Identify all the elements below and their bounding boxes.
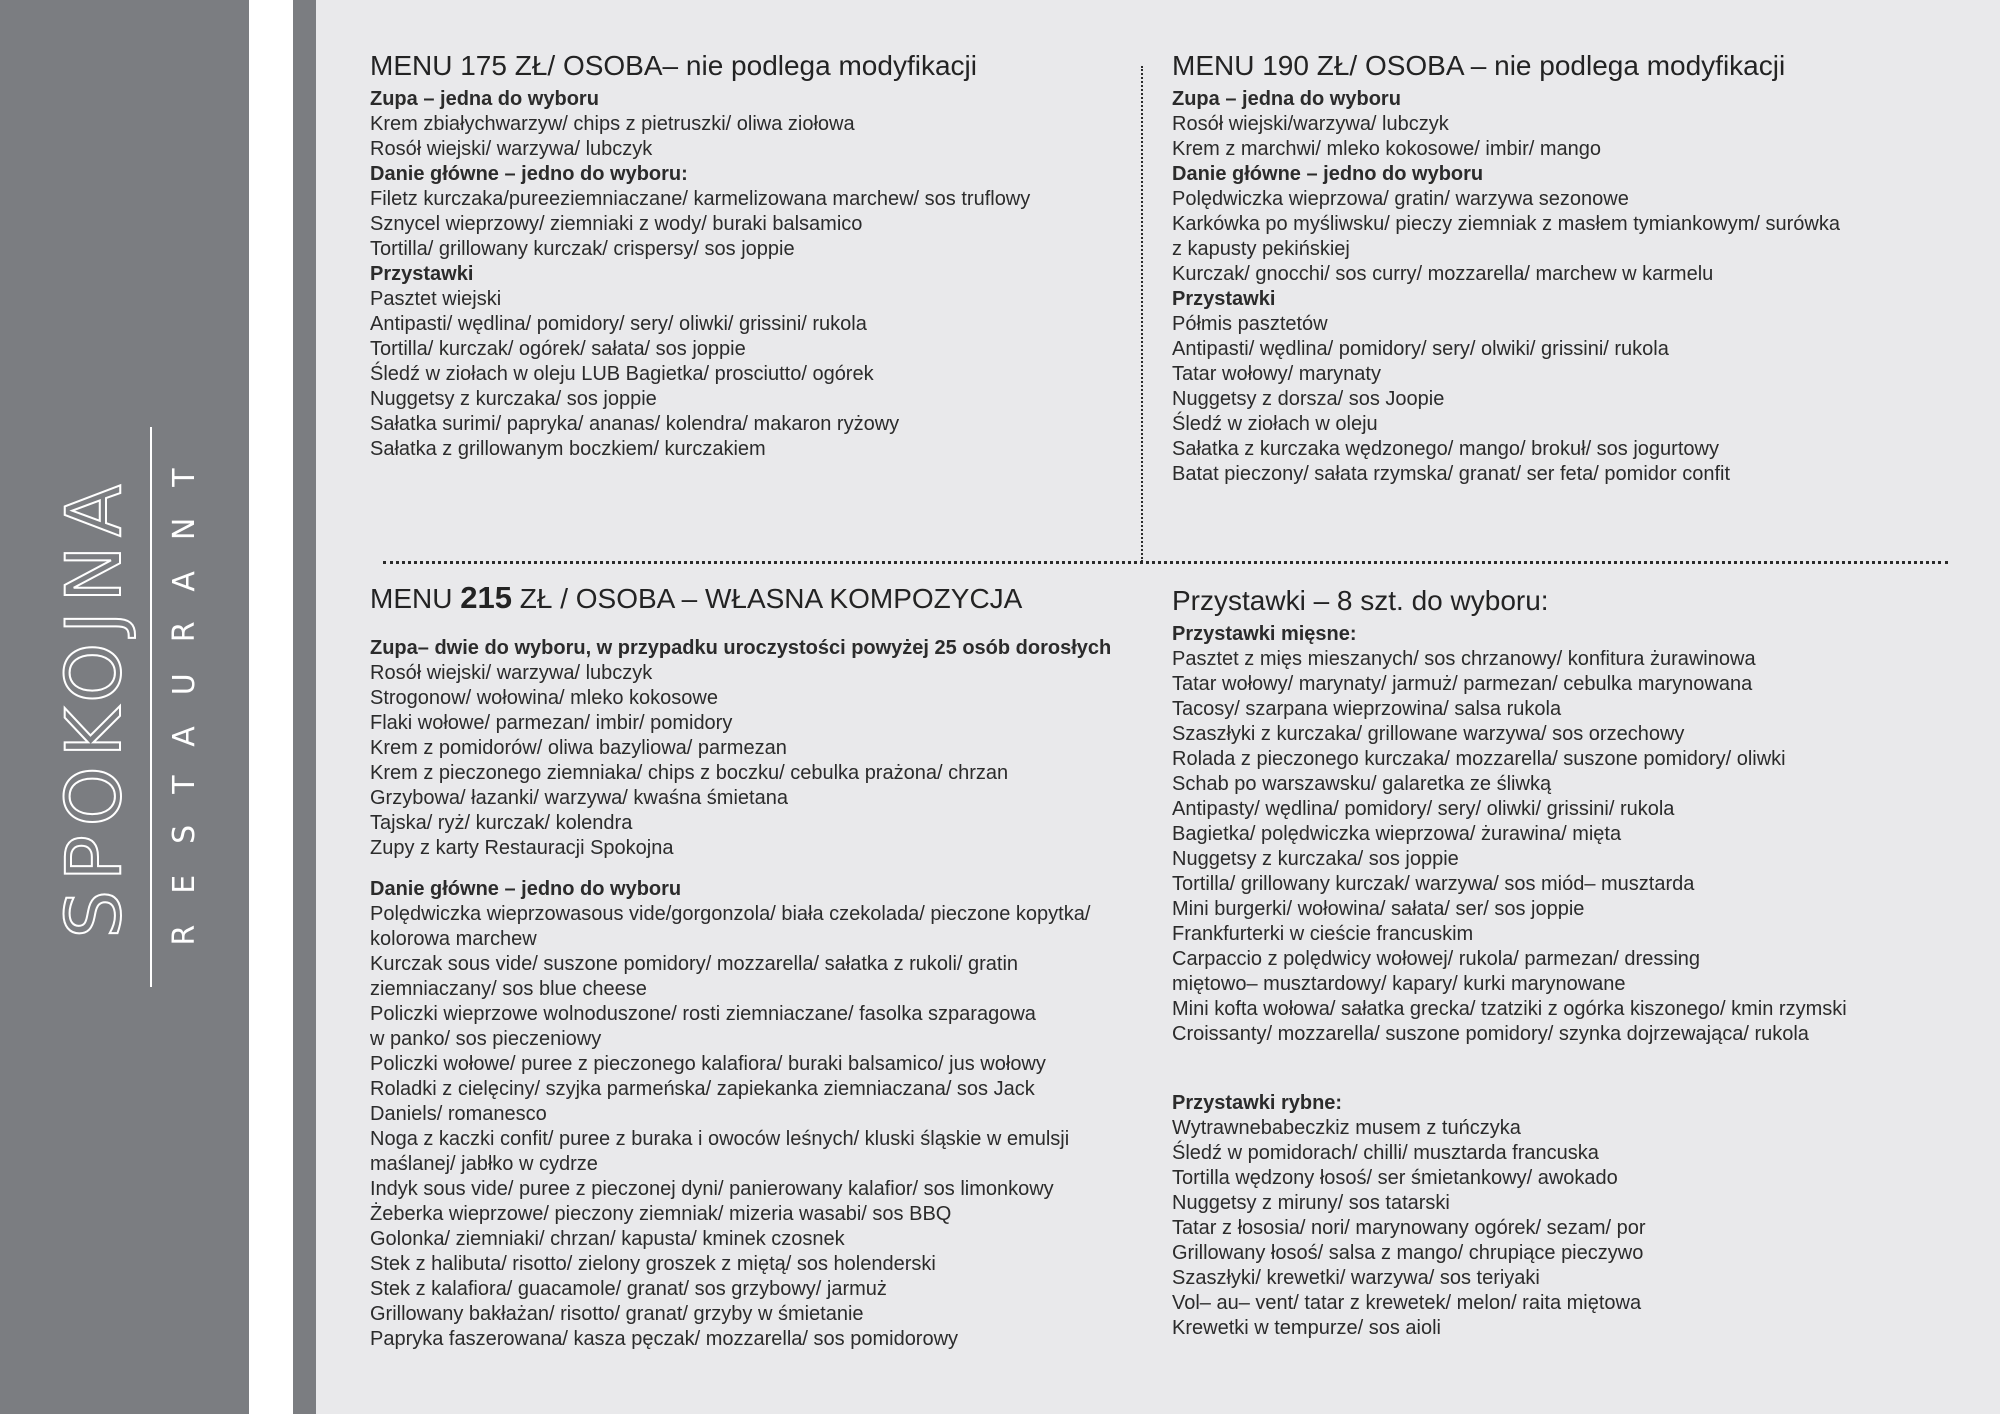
menu-item: Antipasty/ wędlina/ pomidory/ sery/ oliwki/ grissini/ rukola <box>1172 798 1675 820</box>
menu-item: Strogonow/ wołowina/ mleko kokosowe <box>370 687 718 709</box>
menu-175-title <box>370 47 1130 85</box>
accent-stripe <box>293 0 316 1414</box>
menu-item: Tortilla wędzony łosoś/ ser śmietankowy/ awokado <box>1172 1167 1618 1189</box>
menu-215-price: 215 <box>460 580 512 615</box>
menu-item: Golonka/ ziemniaki/ chrzan/ kapusta/ kminek czosnek <box>370 1228 845 1250</box>
menu-item: Rosół wiejski/warzywa/ lubczyk <box>1172 113 1449 135</box>
menu-175-suffix: – nie podlega modyfikacji <box>662 50 977 81</box>
menu-item: Szaszłyki z kurczaka/ grillowane warzywa/ sos orzechowy <box>1172 723 1685 745</box>
menu-item: Śledź w pomidorach/ chilli/ musztarda francuska <box>1172 1142 1599 1164</box>
logo-subtitle: RESTAURANT <box>167 437 202 946</box>
menu-215-unit: ZŁ / OSOBA <box>519 583 674 614</box>
fish-starters-heading: Przystawki rybne: <box>1172 1092 1343 1114</box>
menu-item: Batat pieczony/ sałata rzymska/ granat/ ser feta/ pomidor confit <box>1172 463 1731 485</box>
menu-item: Tajska/ ryż/ kurczak/ kolendra <box>370 812 633 834</box>
menu-item: Grillowany łosoś/ salsa z mango/ chrupiące pieczywo <box>1172 1242 1644 1264</box>
menu-item: Filetz kurczaka/pureeziemniaczane/ karmelizowana marchew/ sos truflowy <box>370 188 1031 210</box>
menu-item: Nuggetsy z kurczaka/ sos joppie <box>1172 848 1459 870</box>
menu-190-suffix: – nie podlega modyfikacji <box>1463 50 1786 81</box>
menu-175-price: MENU 175 ZŁ/ OSOBA <box>370 50 663 81</box>
menu-item: Flaki wołowe/ parmezan/ imbir/ pomidory <box>370 712 733 734</box>
main-list <box>1172 187 1952 287</box>
starters-list <box>370 287 1130 462</box>
menu-item: w panko/ sos pieczeniowy <box>370 1028 602 1050</box>
soup-heading: Zupa – jedna do wyboru <box>370 88 599 110</box>
menu-item: Bagietka/ polędwiczka wieprzowa/ żurawina/ mięta <box>1172 823 1622 845</box>
soup-list <box>1172 112 1952 162</box>
menu-item: Krem z pieczonego ziemniaka/ chips z boczku/ cebulka prażona/ chrzan <box>370 762 1009 784</box>
menu-item: Tacosy/ szarpana wieprzowina/ salsa rukola <box>1172 698 1562 720</box>
menu-item: Kurczak sous vide/ suszone pomidory/ mozzarella/ sałatka z rukoli/ gratin <box>370 953 1019 975</box>
main-heading: Danie główne – jedno do wyboru: <box>370 163 688 185</box>
menu-item: Krem zbiałychwarzyw/ chips z pietruszki/ oliwa ziołowa <box>370 113 855 135</box>
menu-175-section <box>370 47 1130 462</box>
menu-215-title <box>370 579 1150 618</box>
menu-item: Croissanty/ mozzarella/ suszone pomidory/ szynka dojrzewająca/ rukola <box>1172 1023 1809 1045</box>
logo-divider <box>150 427 152 987</box>
menu-item: Papryka faszerowana/ kasza pęczak/ mozzarella/ sos pomidorowy <box>370 1328 959 1350</box>
menu-item: Tatar wołowy/ marynaty <box>1172 363 1381 385</box>
meat-starters-list <box>1172 647 1952 1047</box>
menu-215-prefix: MENU <box>370 583 453 614</box>
menu-item: Krem z pomidorów/ oliwa bazyliowa/ parmezan <box>370 737 787 759</box>
menu-item: z kapusty pekińskiej <box>1172 238 1350 260</box>
menu-item: Daniels/ romanesco <box>370 1103 547 1125</box>
spacer <box>370 861 1150 877</box>
menu-item: Śledź w ziołach w oleju <box>1172 413 1378 435</box>
menu-item: Indyk sous vide/ puree z pieczonej dyni/ panierowany kalafior/ sos limonkowy <box>370 1178 1054 1200</box>
menu-item: Sałatka z kurczaka wędzonego/ mango/ brokuł/ sos jogurtowy <box>1172 438 1719 460</box>
menu-item: ziemniaczany/ sos blue cheese <box>370 978 647 1000</box>
meat-starters-heading: Przystawki mięsne: <box>1172 623 1357 645</box>
menu-item: Tortilla/ grillowany kurczak/ warzywa/ sos miód– musztarda <box>1172 873 1695 895</box>
menu-item: Schab po warszawsku/ galaretka ze śliwką <box>1172 773 1552 795</box>
spacer <box>370 620 1150 636</box>
menu-item: Grzybowa/ łazanki/ warzywa/ kwaśna śmietana <box>370 787 788 809</box>
logo-name: SPOKOJNA <box>49 475 138 939</box>
menu-item: Policzki wieprzowe wolnoduszone/ rosti ziemniaczane/ fasolka szparagowa <box>370 1003 1036 1025</box>
menu-item: Żeberka wieprzowe/ pieczony ziemniak/ mizeria wasabi/ sos BBQ <box>370 1203 952 1225</box>
menu-item: Vol– au– vent/ tatar z krewetek/ melon/ raita miętowa <box>1172 1292 1642 1314</box>
main-heading: Danie główne – jedno do wyboru <box>1172 163 1484 185</box>
starters-8-title: Przystawki – 8 szt. do wyboru: <box>1172 585 1549 616</box>
menu-item: miętowo– musztardowy/ kapary/ kurki marynowane <box>1172 973 1626 995</box>
menu-item: Stek z halibuta/ risotto/ zielony groszek z miętą/ sos holenderski <box>370 1253 936 1275</box>
menu-item: Frankfurterki w cieście francuskim <box>1172 923 1474 945</box>
menu-item: Antipasti/ wędlina/ pomidory/ sery/ oliwki/ grissini/ rukola <box>370 313 867 335</box>
fish-starters-list <box>1172 1116 1952 1341</box>
menu-item: Półmis pasztetów <box>1172 313 1328 335</box>
menu-215-section <box>370 579 1150 1352</box>
menu-item: maślanej/ jabłko w cydrze <box>370 1153 598 1175</box>
soup-heading: Zupa– dwie do wyboru, w przypadku uroczystości powyżej 25 osób dorosłych <box>370 637 1112 659</box>
menu-item: Sałatka z grillowanym boczkiem/ kurczakiem <box>370 438 766 460</box>
menu-item: Roladki z cielęciny/ szyjka parmeńska/ zapiekanka ziemniaczana/ sos Jack <box>370 1078 1035 1100</box>
menu-item: Tatar wołowy/ marynaty/ jarmuż/ parmezan/ cebulka marynowana <box>1172 673 1753 695</box>
menu-item: Pasztet z mięs mieszanych/ sos chrzanowy/ konfitura żurawinowa <box>1172 648 1756 670</box>
menu-item: Rosół wiejski/ warzywa/ lubczyk <box>370 138 653 160</box>
menu-item: Śledź w ziołach w oleju LUB Bagietka/ prosciutto/ ogórek <box>370 363 874 385</box>
menu-item: Noga z kaczki confit/ puree z buraka i owoców leśnych/ kluski śląskie w emulsji <box>370 1128 1070 1150</box>
menu-item: Sałatka surimi/ papryka/ ananas/ kolendra/ makaron ryżowy <box>370 413 900 435</box>
vertical-dotted-divider <box>1141 66 1143 562</box>
menu-item: Polędwiczka wieprzowasous vide/gorgonzola/ biała czekolada/ pieczone kopytka/ <box>370 903 1091 925</box>
menu-item: Nuggetsy z kurczaka/ sos joppie <box>370 388 657 410</box>
soup-list <box>370 661 1150 861</box>
soup-list <box>370 112 1130 162</box>
menu-item: Karkówka po myśliwsku/ pieczy ziemniak z masłem tymiankowym/ surówka <box>1172 213 1840 235</box>
menu-item: Tatar z łososia/ nori/ marynowany ogórek/ sezam/ por <box>1172 1217 1646 1239</box>
menu-190-price: MENU 190 ZŁ/ OSOBA <box>1172 50 1463 81</box>
menu-item: Szaszłyki/ krewetki/ warzywa/ sos teriyaki <box>1172 1267 1540 1289</box>
menu-item: kolorowa marchew <box>370 928 537 950</box>
starters-heading: Przystawki <box>1172 288 1276 310</box>
menu-item: Tortilla/ kurczak/ ogórek/ sałata/ sos joppie <box>370 338 746 360</box>
menu-item: Mini kofta wołowa/ sałatka grecka/ tzatziki z ogórka kiszonego/ kmin rzymski <box>1172 998 1847 1020</box>
menu-item: Tortilla/ grillowany kurczak/ crispersy/ sos joppie <box>370 238 795 260</box>
menu-item: Grillowany bakłażan/ risotto/ granat/ grzyby w śmietanie <box>370 1303 864 1325</box>
menu-190-title <box>1172 47 1952 85</box>
horizontal-dotted-divider <box>383 561 1948 564</box>
main-list <box>370 902 1150 1352</box>
menu-item: Polędwiczka wieprzowa/ gratin/ warzywa sezonowe <box>1172 188 1629 210</box>
menu-item: Rolada z pieczonego kurczaka/ mozzarella/ suszone pomidory/ oliwki <box>1172 748 1786 770</box>
menu-215-suffix: – WŁASNA KOMPOZYCJA <box>673 583 1023 614</box>
spacer <box>1172 1047 1952 1091</box>
menu-item: Nuggetsy z miruny/ sos tatarski <box>1172 1192 1450 1214</box>
main-heading: Danie główne – jedno do wyboru <box>370 878 682 900</box>
menu-item: Kurczak/ gnocchi/ sos curry/ mozzarella/ marchew w karmelu <box>1172 263 1714 285</box>
menu-item: Krewetki w tempurze/ sos aioli <box>1172 1317 1441 1339</box>
menu-item: Sznycel wieprzowy/ ziemniaki z wody/ buraki balsamico <box>370 213 863 235</box>
main-list <box>370 187 1130 262</box>
menu-item: Pasztet wiejski <box>370 288 502 310</box>
menu-190-section <box>1172 47 1952 487</box>
menu-item: Wytrawnebabeczkiz musem z tuńczyka <box>1172 1117 1521 1139</box>
menu-item: Krem z marchwi/ mleko kokosowe/ imbir/ mango <box>1172 138 1602 160</box>
menu-item: Rosół wiejski/ warzywa/ lubczyk <box>370 662 653 684</box>
menu-item: Stek z kalafiora/ guacamole/ granat/ sos grzybowy/ jarmuż <box>370 1278 887 1300</box>
menu-item: Policzki wołowe/ puree z pieczonego kalafiora/ buraki balsamico/ jus wołowy <box>370 1053 1046 1075</box>
menu-item: Mini burgerki/ wołowina/ sałata/ ser/ sos joppie <box>1172 898 1585 920</box>
soup-heading: Zupa – jedna do wyboru <box>1172 88 1401 110</box>
restaurant-logo <box>49 427 202 987</box>
menu-item: Antipasti/ wędlina/ pomidory/ sery/ olwiki/ grissini/ rukola <box>1172 338 1669 360</box>
menu-item: Carpaccio z polędwicy wołowej/ rukola/ parmezan/ dressing <box>1172 948 1701 970</box>
starters-heading: Przystawki <box>370 263 474 285</box>
starters-list <box>1172 312 1952 487</box>
menu-item: Zupy z karty Restauracji Spokojna <box>370 837 674 859</box>
starters-8-section <box>1172 582 1952 1341</box>
menu-item: Nuggetsy z dorsza/ sos Joopie <box>1172 388 1445 410</box>
